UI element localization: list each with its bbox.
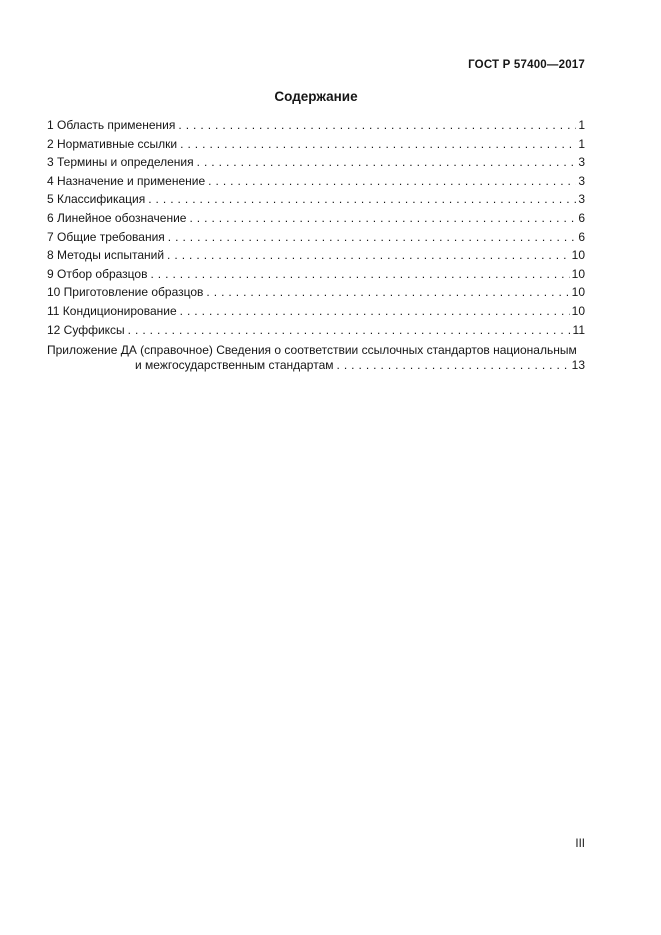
- toc-entry-label: 3 Термины и определения: [47, 155, 194, 170]
- toc-entry-label: 9 Отбор образцов: [47, 266, 148, 281]
- toc-list: [47, 118, 585, 372]
- page-title: Содержание: [274, 89, 358, 104]
- toc-entry: [47, 304, 585, 323]
- toc-entry-page: 1: [578, 136, 585, 151]
- toc-entry-page: 6: [578, 229, 585, 244]
- toc-entry: [47, 323, 585, 342]
- toc-entry-label: 6 Линейное обозначение: [47, 210, 187, 225]
- toc-entry-page: 6: [578, 210, 585, 225]
- toc-entry: [47, 230, 585, 249]
- toc-entry-label: 10 Приготовление образцов: [47, 285, 204, 300]
- dot-leader: [167, 248, 570, 262]
- dot-leader: [180, 137, 576, 151]
- toc-entry: [47, 285, 585, 304]
- toc-entry-label: 8 Методы испытаний: [47, 248, 165, 263]
- document-code: ГОСТ Р 57400—2017: [468, 59, 585, 71]
- toc-entry-label: 4 Назначение и применение: [47, 173, 206, 188]
- toc-entry-page: 3: [578, 173, 585, 188]
- dot-leader: [208, 174, 576, 188]
- dot-leader: [178, 118, 576, 132]
- dot-leader: [337, 358, 570, 372]
- dot-leader: [128, 323, 571, 337]
- toc-entry: [47, 137, 585, 156]
- toc-entry-page: 10: [571, 266, 585, 281]
- toc-entry-page: 10: [571, 303, 585, 318]
- dot-leader: [168, 230, 577, 244]
- toc-entry-page: 10: [571, 285, 585, 300]
- toc-entry-label: 7 Общие требования: [47, 229, 165, 244]
- toc-entry: [47, 248, 585, 267]
- dot-leader: [189, 211, 576, 225]
- toc-entry-page: 10: [571, 248, 585, 263]
- toc-entry-label: 2 Нормативные ссылки: [47, 136, 178, 151]
- toc-entry: [47, 155, 585, 174]
- toc-entry: [47, 211, 585, 230]
- toc-entry-page: 3: [578, 192, 585, 207]
- dot-leader: [206, 285, 569, 299]
- toc-entry-continuation: [47, 358, 585, 373]
- toc-entry: [47, 267, 585, 286]
- toc-entry-label: Приложение ДА (справочное) Сведения о соответствии ссылочных стандартов национальным: [47, 343, 577, 358]
- toc-entry: [47, 343, 585, 372]
- toc-entry: [47, 192, 585, 211]
- toc-entry-page: 1: [578, 118, 585, 132]
- toc-entry-page: 13: [571, 357, 585, 372]
- toc-entry-label: 11 Кондиционирование: [47, 303, 177, 318]
- page-number: III: [575, 838, 585, 850]
- dot-leader: [180, 304, 570, 318]
- dot-leader: [148, 192, 576, 206]
- toc-entry-label: 1 Область применения: [47, 118, 176, 132]
- toc-entry-page: 3: [578, 155, 585, 170]
- toc-entry-label-line2: и межгосударственным стандартам: [135, 357, 334, 372]
- dot-leader: [197, 155, 577, 169]
- toc-entry: [47, 118, 585, 137]
- toc-entry: [47, 174, 585, 193]
- toc-entry-page: 11: [572, 322, 585, 337]
- toc-entry-label: 12 Суффиксы: [47, 322, 125, 337]
- toc-entry-label: 5 Классификация: [47, 192, 146, 207]
- dot-leader: [150, 267, 569, 281]
